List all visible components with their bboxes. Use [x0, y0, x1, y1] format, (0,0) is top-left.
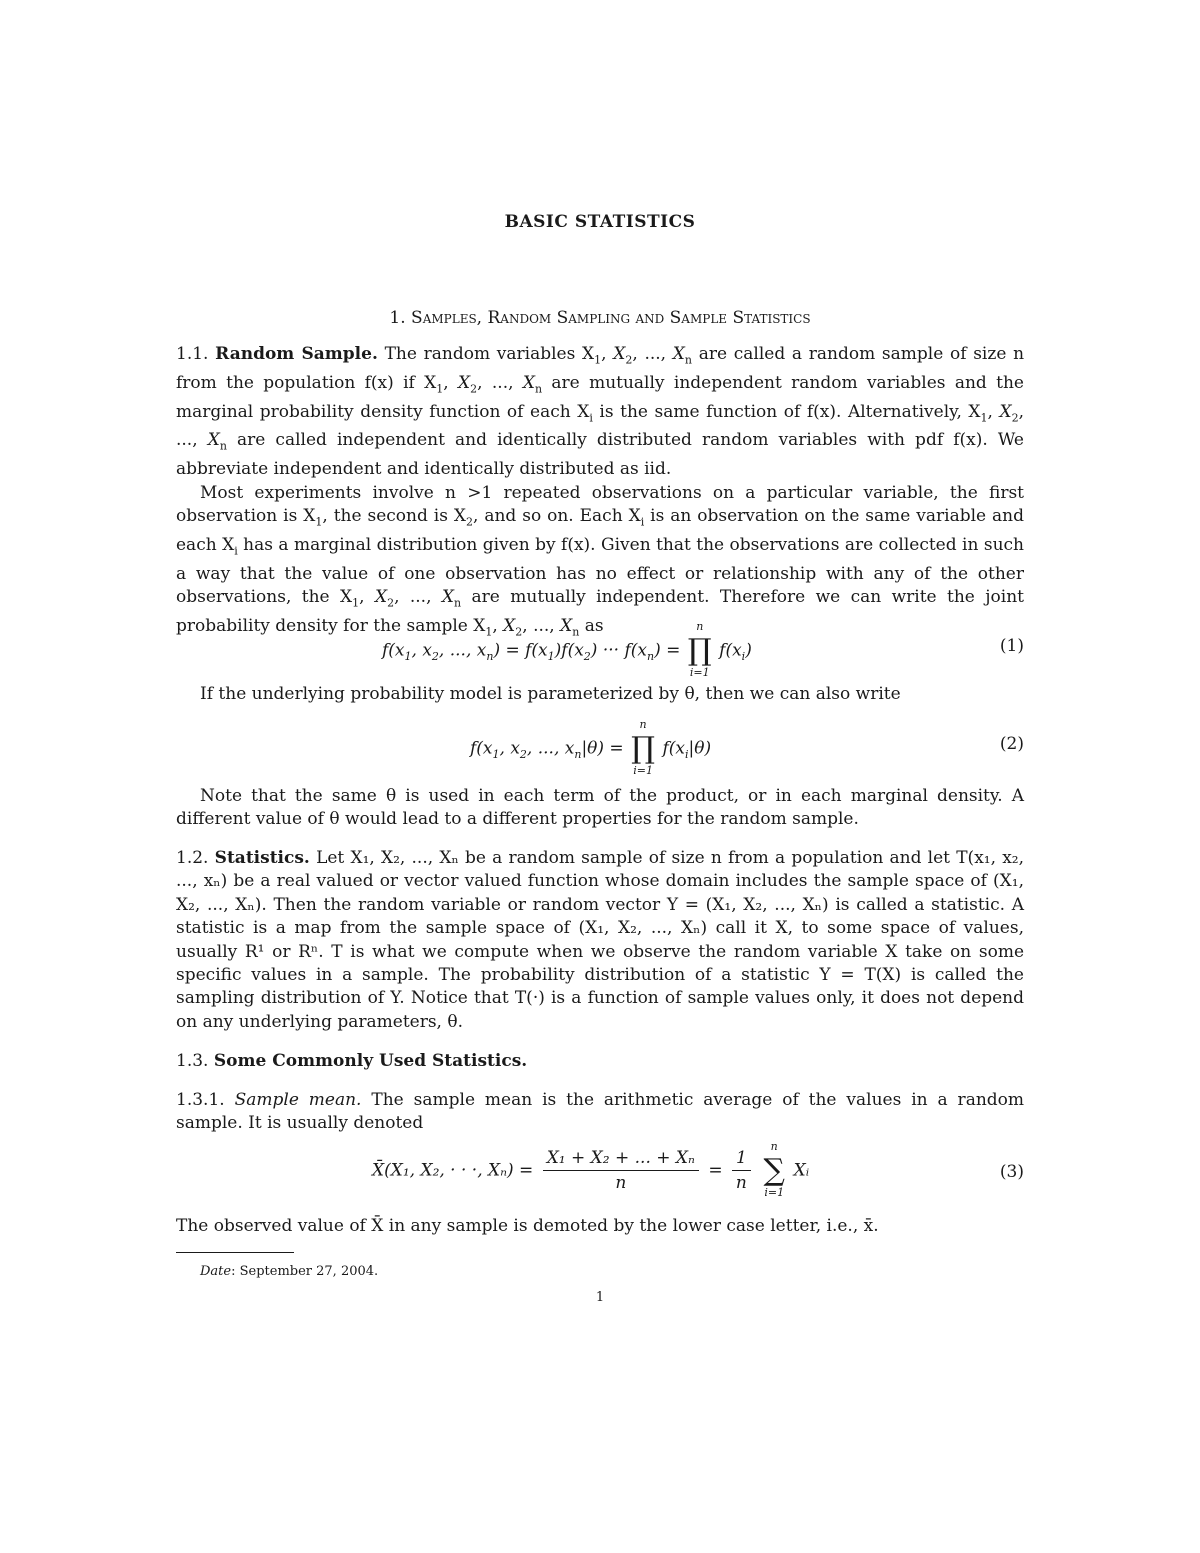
footnote-divider: [176, 1252, 294, 1253]
product-symbol: n ∏ i=1: [631, 718, 656, 777]
paragraph-theta: If the underlying probability model is parameterized by θ, then we can also write: [200, 684, 901, 704]
equation-1: $f(x_1$, $x_2$, ..., $x_n) = f(x_1)f(x_2)$ ··· $f(x_n)$ = n ∏ i=1 $f(x_i)$ (1): [382, 620, 1024, 679]
page-title: BASIC STATISTICS: [504, 212, 696, 232]
fraction: $\frac{1}{n}$: [732, 1148, 751, 1193]
paragraph-text: Let X₁, X₂, ..., Xₙ be a random sample of size n from a population and let T(x₁, x₂, ..., xₙ) be a real valued or vector valued function whose domain includes the sample space of (X₁, X₂, ..., Xₙ). Then the random variable or random vector Y = (X₁, X₂, ..., Xₙ) is called a statistic. A statistic is a map from the sample space of (X₁, X₂, ..., Xₙ) call it X, to some space of values, usually R¹ or Rⁿ. T is what we compute when we observe the random variable X take on some specific values in a sample. The probability distribution of a statistic Y = T(X) is called the sampling distribution of Y. Notice that T(·) is a function of sample values only, it does not depend on any underlying parameters, θ.: [176, 848, 1025, 1032]
subsection-1-3-1: [176, 1089, 1024, 1136]
subsection-heading: Some Commonly Used Statistics.: [213, 1051, 528, 1071]
paragraph-text: as: [579, 615, 604, 636]
equation-number: (1): [999, 636, 1024, 656]
subsection-number: 1.1.: [176, 344, 209, 364]
paragraph-text: are called a random sample of size n from the population f(x) if X: [176, 344, 1025, 393]
subsection-heading: Sample mean.: [234, 1090, 362, 1110]
summation-symbol: n ∑ i=1: [763, 1139, 785, 1199]
equation-3: X̄(X₁, X₂, · · ·, Xₙ) = $\frac{\text{X₁ + X₂ + ... + Xₙ}}{n}$ = $\frac{1}{n}$ n ∑ i=1 Xᵢ (3): [372, 1139, 1024, 1199]
section-heading: 1. Samples, Random Sampling and Sample Statistics: [389, 308, 811, 328]
paragraph-note: Note that the same θ is used in each term of the product, or in each marginal density. A different value of θ would lead to a different properties for the random sample.: [176, 786, 1024, 830]
equation-2: $f(x_1$, $x_2$, ..., $x_n|\theta$) = n ∏ i=1 $f(x_i|\theta)$ (2): [470, 718, 1024, 777]
paragraph-text: is the same function of f(x). Alternatively, X: [592, 401, 981, 422]
paragraph-observed: The observed value of X̄ in any sample is demoted by the lower case letter, i.e., x̄.: [176, 1216, 879, 1236]
paragraph-text: is an observation on the same variable and each X: [176, 506, 1024, 555]
paragraph-text: are mutually independent random variables and the marginal probability density function of each X: [176, 372, 1024, 422]
paragraph-text: are called independent and identically distributed random variables with pdf f(x). We abbreviate independent and identically distributed as iid.: [176, 430, 1024, 480]
subsection-1-3: [176, 1050, 1024, 1073]
subsection-number: 1.3.1.: [176, 1090, 225, 1110]
equation-number: (3): [999, 1162, 1024, 1182]
fraction: $\frac{\text{X₁ + X₂ + ... + Xₙ}}{n}$: [543, 1148, 699, 1193]
subsection-heading: Random Sample.: [215, 344, 378, 364]
paragraph-text: has a marginal distribution given by f(x). Given that the observations are collected in such a way that the value of one observation has no effect or relationship with any of the other observations, the X: [176, 534, 1024, 607]
subsection-number: 1.2.: [176, 848, 209, 868]
paragraph-text: , and so on. Each X: [472, 506, 641, 526]
paragraph-text: The sample mean is the arithmetic average of the values in a random sample. It is usually denoted: [176, 1090, 1025, 1134]
paragraph-text: Most experiments involve n >1 repeated observations on a particular variable, the first observation is X: [176, 482, 1024, 526]
subsection-heading: Statistics.: [214, 848, 310, 868]
page-number: 1: [595, 1290, 605, 1305]
paragraph-text: , the second is X: [322, 506, 466, 526]
product-symbol: n ∏ i=1: [687, 620, 712, 679]
paragraph-text: are mutually independent. Therefore we can write the joint probability density for the sample X: [176, 587, 1025, 636]
subsection-1-2: [176, 847, 1024, 1034]
footnote: Date: September 27, 2004.: [200, 1264, 379, 1279]
equation-number: (2): [999, 734, 1024, 754]
subsection-number: 1.3.: [176, 1051, 209, 1071]
paragraph-text: The random variables X: [384, 344, 595, 364]
subsection-1-1: 1.1. Random Sample. The random variables $X_1$, $X_2$, ..., $X_n$ are called a random sample of size n from the population f(x) if $X_1$, $X_2$, ..., $X_n$ are mutually independent random variables and the marginal probability density function of each $X_i$ is the same function of f(x). Alternatively, $X_1$, $X_2$, ..., $X_n$ are called independent and identically distributed random variables with pdf f(x). We abbreviate independent and identically distributed as iid. Most experiments involve n >1 repeated observations on a particular variable, the first observation is $X_1$, the second is $X_2$, and so on. Each $X_i$ is an observation on the same variable and each $X_i$ has a marginal distribution given by f(x). Given that the observations are collected in such a way that the value of one observation has no effect or relationship with any of the other observations, the $X_1$, $X_2$, ..., $X_n$ are mutually independent. Therefore we can write the joint probability density for the sample $X_1$, $X_2$, ..., $X_n$ as: [176, 344, 1025, 639]
